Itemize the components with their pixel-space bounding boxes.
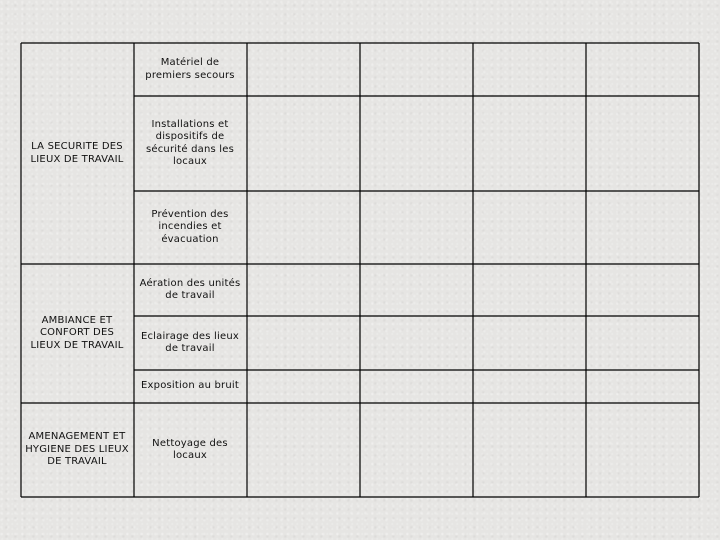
item-label: Exposition au bruit — [141, 380, 239, 392]
category-label: AMBIANCE ET CONFORT DES LIEUX DE TRAVAIL — [30, 314, 124, 351]
category-ambiance — [24, 264, 130, 403]
item-installations — [137, 96, 243, 191]
item-aeration — [137, 264, 243, 316]
item-nettoyage — [137, 403, 243, 497]
item-bruit — [137, 370, 243, 403]
category-securite — [24, 43, 130, 264]
item-label: Prévention des incendies et évacuation — [151, 208, 229, 245]
item-label: Matériel de premiers secours — [145, 57, 235, 81]
item-premiers-secours — [137, 43, 243, 96]
category-label: AMENAGEMENT ET HYGIENE DES LIEUX DE TRAVAIL — [25, 431, 129, 468]
item-label: Aération des unités de travail — [139, 277, 241, 301]
item-eclairage — [137, 316, 243, 370]
category-label: LA SECURITE DES LIEUX DE TRAVAIL — [30, 141, 124, 165]
category-amenagement — [24, 403, 130, 497]
item-incendies — [137, 191, 243, 264]
item-label: Installations et dispositifs de sécurité dans les locaux — [145, 118, 235, 167]
item-label: Nettoyage des locaux — [152, 437, 228, 461]
item-label: Eclairage des lieux de travail — [140, 330, 240, 354]
